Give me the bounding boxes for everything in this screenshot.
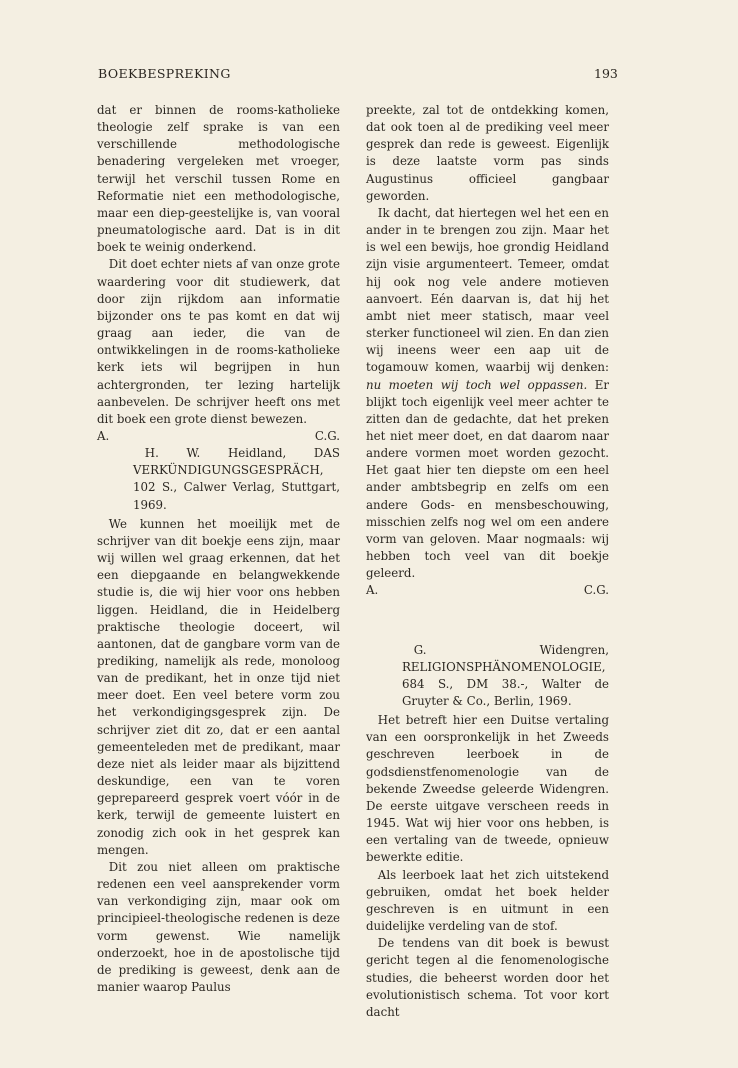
review-signature bbox=[366, 582, 609, 599]
paragraph: De tendens van dit boek is bewust gericht tegen al die fenomenologische studies, die beheerst worden door het evolutionistisch schema. Tot voor kort dacht bbox=[366, 936, 609, 1019]
signature-initial: A. bbox=[97, 428, 110, 443]
signature-author: C.G. bbox=[583, 583, 609, 598]
emphasis-text: nu moeten wij toch wel oppassen. bbox=[366, 377, 588, 392]
paragraph: Het betreft hier een Duitse vertaling van een oorspronkelijk in het Zweeds geschreven leerboek in de godsdienstfenomenologie van de bekende Zweedse geleerde Widengren. De eerste uitgave verscheen reeds in 1945. Wat wij hier voor ons hebben, is een vertaling van de tweede, opnieuw bewerkte editie. bbox=[366, 713, 609, 865]
signature-initial: A. bbox=[366, 583, 379, 598]
paragraph-text: Ik dacht, dat hiertegen wel het een en ander in te brengen zou zijn. Maar het is wel een bewijs, hoe grondig Heidland zijn visie argumenteert. Temeer, omdat hij ook nog vele andere motieven aanvoert. Eén daarvan is, dat hij het ambt niet meer statisch, maar veel sterker functioneel wil zien. En dan zien wij ineens weer een aap uit de togamouw komen, waarbij wij denken: bbox=[366, 205, 609, 375]
paragraph: We kunnen het moeilijk met de schrijver van dit boekje eens zijn, maar wij willen wel graag erkennen, dat het een diepgaande en belangwekkende studie is, die wij hier voor ons hebben liggen. Heidland, die in Heidelberg praktische theologie doceert, wil aantonen, dat de gangbare vorm van de prediking, namelijk als rede, monoloog van de predikant, het in onze tijd niet meer doet. Een veel betere vorm zou het verkondigingsgesprek zijn. De schrijver ziet dit zo, dat er een aantal gemeenteleden met de predikant, maar deze niet als leider maar als bijzittend deskundige, een van te voren gepreparеerd gesprek voert vóór in de kerk, terwijl de gemeente luistert en zonodig zich ook in het gesprek kan mengen. bbox=[97, 516, 340, 857]
paragraph: preekte, zal tot de ontdekking komen, dat ook toen al de prediking veel meer gesprek dan rede is geweest. Eigenlijk is deze laatste vorm pas sinds Augustinus officieel gangbaar geworden. bbox=[366, 103, 609, 203]
paragraph bbox=[366, 205, 609, 582]
paragraph: Dit doet echter niets af van onze grote waardering voor dit studiewerk, dat door zijn rijkdom aan informatie bijzonder ons te pas komt en dat wij graag aan ieder, die van de ontwikkelingen in de rooms-katholieke kerk iets wil begrijpen in hun achtergronden, ter lezing hartelijk aanbevelen. De schrijver heeft ons met dit boek een grote dienst bewezen. bbox=[97, 257, 340, 426]
paragraph: dat er binnen de rooms-katholieke theologie zelf sprake is van een verschillende methodologische benadering vergeleken met vroeger, terwijl het verschil tussen Rome en Reformatie niet een methodologische, maar een diep-geestelijke is, van vooral pneumatologische aard. Dat is in dit boek te weinig onderkend. bbox=[97, 103, 340, 255]
book-reference: H. W. Heidland, DAS VERKÜNDIGUNGSGESPRÄCH, 102 S., Calwer Verlag, Stuttgart, 1969. bbox=[133, 446, 340, 512]
signature-author: C.G. bbox=[314, 428, 340, 443]
right-column bbox=[366, 102, 609, 1021]
left-column bbox=[97, 102, 340, 996]
review-signature bbox=[97, 428, 340, 445]
book-reference: G. Widengren, RELIGIONSPHÄNOMENOLOGIE, 684 S., DM 38.-, Walter de Gruyter & Co., Berlin, 1969. bbox=[402, 642, 609, 708]
paragraph: Dit zou niet alleen om praktische redenen een veel aansprekender vorm van verkondiging zijn, maar ook om principieel-theologische redenen is deze vorm gewenst. Wie namelijk onderzoekt, hoe in de apostolische tijd de prediking is geweest, denk aan de manier waarop Paulus bbox=[97, 859, 340, 994]
paragraph-text: Er blijkt toch eigenlijk veel meer achter te zitten dan de gedachte, dat het preken het niet meer doet, en dat daarom naar andere vormen moet worden gezocht. Het gaat hier ten diepste om een heel ander ambtsbegrip en zelfs om een andere Gods- en mensbeschouwing, misschien zelfs nog wel om een andere vorm van geloven. Maar nogmaals: wij hebben toch veel van dit boekje geleerd. bbox=[366, 377, 610, 581]
paragraph: Als leerboek laat het zich uitstekend gebruiken, omdat het boek helder geschreven is en uitmunt in een duidelijke verdeling van de stof. bbox=[366, 867, 609, 934]
page-number: 193 bbox=[594, 66, 618, 81]
running-header: BOEKBESPREKING bbox=[98, 66, 231, 81]
